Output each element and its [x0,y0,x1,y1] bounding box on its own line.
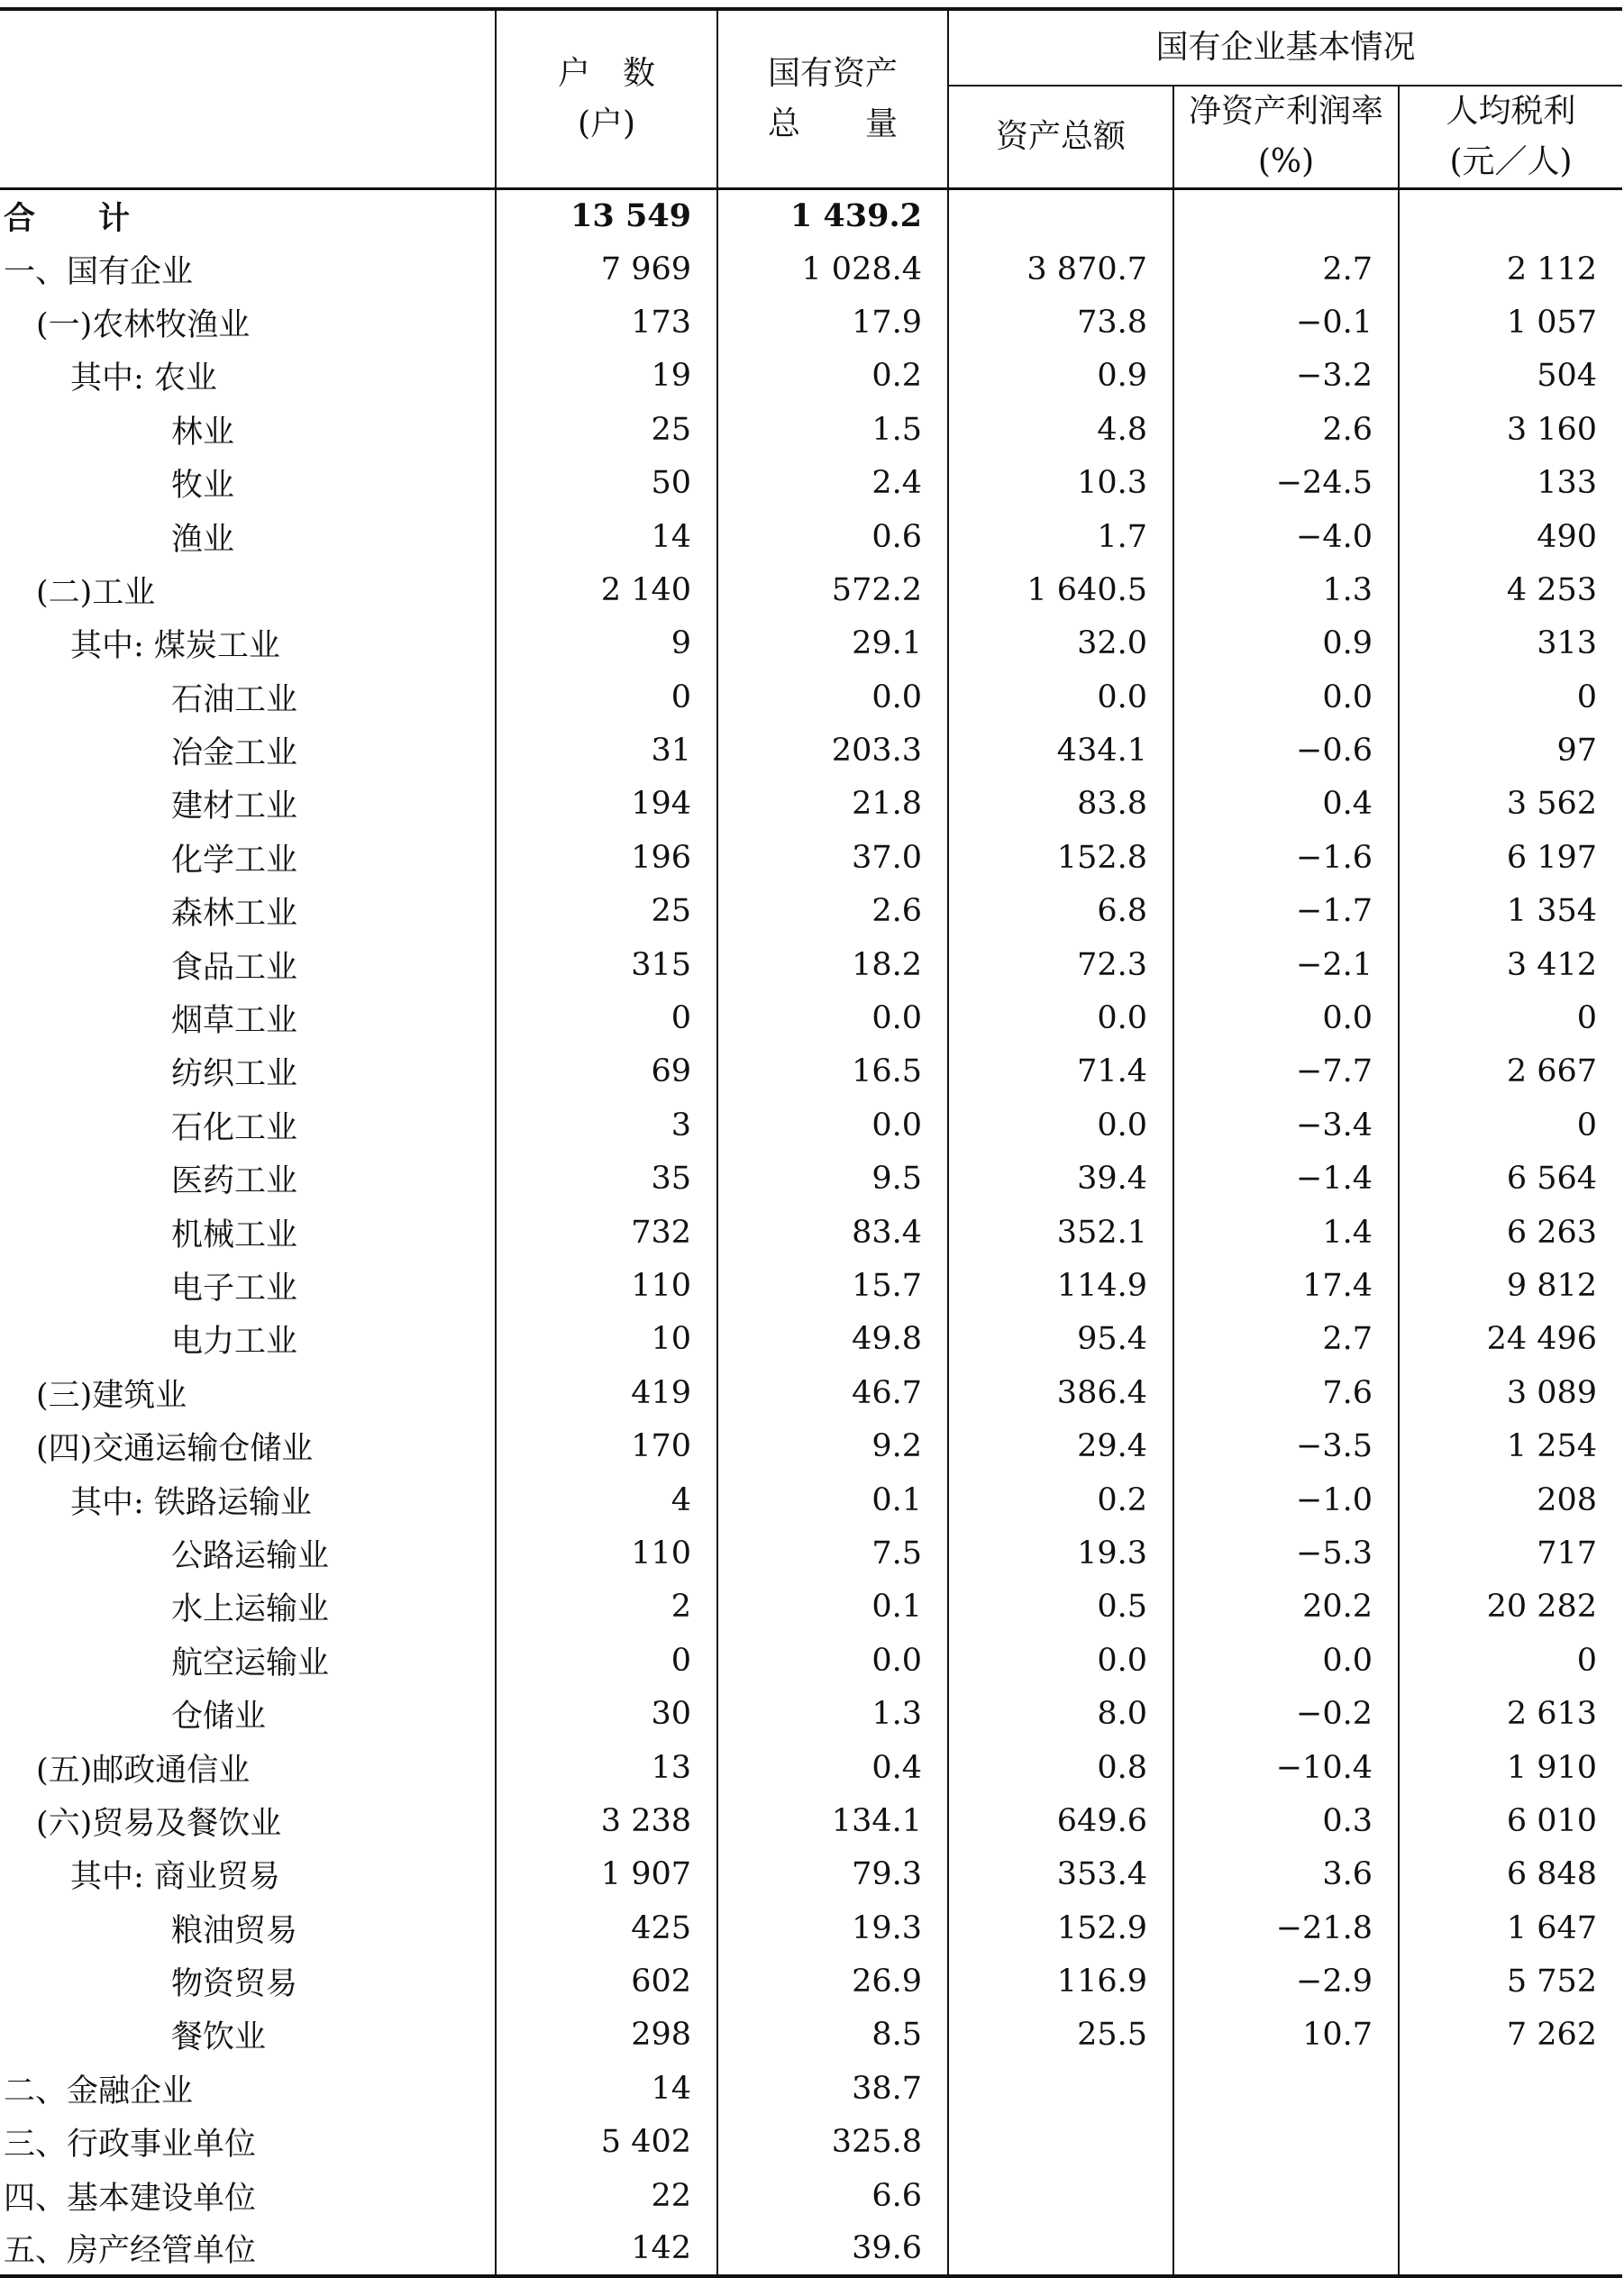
header-group-soe: 国有企业基本情况 [948,9,1622,86]
total-assets-cell: 649.6 [948,1794,1173,1847]
state-assets-cell: 26.9 [717,1955,948,2008]
tax-per-capita-cell: 9 812 [1399,1259,1622,1312]
row-label: 冶金工业 [171,735,298,772]
tax-per-capita-cell [1399,2062,1622,2115]
state-assets-cell: 39.6 [717,2222,948,2275]
total-assets-cell: 116.9 [948,1955,1173,2008]
table-row [0,2116,1622,2169]
roe-cell: −5.3 [1173,1526,1399,1580]
state-assets-cell: 18.2 [717,938,948,991]
tax-per-capita-cell: 0 [1399,991,1622,1044]
table-row [0,1581,1622,1634]
roe-cell [1173,2062,1399,2115]
total-assets-cell: 152.9 [948,1901,1173,1955]
households-cell: 69 [496,1045,717,1098]
state-assets-cell: 38.7 [717,2062,948,2115]
total-assets-cell [948,2116,1173,2169]
row-label: 二、金融企业 [4,2073,194,2109]
tax-per-capita-cell: 2 667 [1399,1045,1622,1098]
total-assets-cell: 386.4 [948,1366,1173,1419]
state-assets-cell: 0.0 [717,1634,948,1687]
total-assets-cell: 32.0 [948,617,1173,670]
table-row [0,778,1622,831]
roe-cell: 20.2 [1173,1581,1399,1634]
households-cell: 298 [496,2009,717,2062]
state-assets-cell: 0.1 [717,1473,948,1526]
total-assets-cell: 71.4 [948,1045,1173,1098]
households-cell: 4 [496,1473,717,1526]
roe-cell: −1.6 [1173,831,1399,884]
state-assets-cell: 572.2 [717,563,948,616]
table-row [0,1794,1622,1847]
state-assets-cell: 8.5 [717,2009,948,2062]
header-tax-title: 人均税利 [1446,93,1576,130]
households-cell: 170 [496,1419,717,1472]
roe-cell: −0.6 [1173,724,1399,777]
state-assets-cell: 9.5 [717,1153,948,1206]
row-label: 水上运输业 [171,1591,330,1628]
table-row [0,1313,1622,1366]
row-label: 建材工业 [171,788,298,825]
table-header [0,9,1622,189]
total-assets-cell: 6.8 [948,885,1173,938]
households-cell: 2 140 [496,563,717,616]
households-cell: 3 238 [496,1794,717,1847]
households-cell: 173 [496,296,717,349]
tax-per-capita-cell: 6 197 [1399,831,1622,884]
tax-per-capita-cell: 0 [1399,1098,1622,1152]
households-cell: 142 [496,2222,717,2275]
state-assets-cell: 19.3 [717,1901,948,1955]
row-label: (二)工业 [36,574,156,611]
state-assets-cell: 7.5 [717,1526,948,1580]
households-cell: 14 [496,2062,717,2115]
row-label: 机械工业 [171,1216,298,1253]
roe-cell: −7.7 [1173,1045,1399,1098]
state-assets-cell: 0.0 [717,991,948,1044]
tax-per-capita-cell: 2 112 [1399,242,1622,296]
total-assets-cell: 353.4 [948,1848,1173,1901]
state-assets-cell: 46.7 [717,1366,948,1419]
row-label: 其中: 商业贸易 [70,1859,280,1896]
table-row [0,1901,1622,1955]
row-label: 森林工业 [171,896,298,933]
tax-per-capita-cell: 133 [1399,456,1622,509]
roe-cell: 2.6 [1173,403,1399,456]
table-row [0,242,1622,296]
tax-per-capita-cell: 0 [1399,670,1622,724]
households-cell: 13 549 [496,189,717,242]
table-row [0,1419,1622,1472]
row-label: 烟草工业 [171,1003,298,1040]
tax-per-capita-cell [1399,2116,1622,2169]
total-assets-cell: 0.2 [948,1473,1173,1526]
row-label: 石化工业 [171,1109,298,1146]
row-label: 四、基本建设单位 [4,2180,257,2217]
table-row [0,1366,1622,1419]
households-cell: 25 [496,403,717,456]
state-assets-cell: 0.2 [717,350,948,403]
tax-per-capita-cell: 7 262 [1399,2009,1622,2062]
tax-per-capita-cell: 20 282 [1399,1581,1622,1634]
roe-cell: −2.1 [1173,938,1399,991]
total-assets-cell: 10.3 [948,456,1173,509]
total-assets-cell: 73.8 [948,296,1173,349]
total-assets-cell [948,2169,1173,2222]
row-label: 公路运输业 [171,1537,330,1574]
state-assets-cell: 49.8 [717,1313,948,1366]
state-assets-cell: 134.1 [717,1794,948,1847]
row-label: 三、行政事业单位 [4,2127,257,2164]
row-label: 渔业 [171,521,235,558]
table-row [0,563,1622,616]
state-assets-cell: 17.9 [717,296,948,349]
table-row [0,670,1622,724]
row-label: 其中: 铁路运输业 [70,1484,312,1521]
table-body [0,189,1622,2276]
table-row [0,1045,1622,1098]
tax-per-capita-cell: 0 [1399,1634,1622,1687]
tax-per-capita-cell: 3 160 [1399,403,1622,456]
total-assets-cell: 0.9 [948,350,1173,403]
state-assets-cell: 1 028.4 [717,242,948,296]
roe-cell: 0.3 [1173,1794,1399,1847]
households-cell: 425 [496,1901,717,1955]
total-assets-cell: 0.0 [948,670,1173,724]
tax-per-capita-cell: 1 057 [1399,296,1622,349]
row-label: 化学工业 [171,842,298,879]
total-assets-cell: 4.8 [948,403,1173,456]
tax-per-capita-cell: 5 752 [1399,1955,1622,2008]
roe-cell [1173,2222,1399,2275]
total-assets-cell: 83.8 [948,778,1173,831]
roe-cell: −0.1 [1173,296,1399,349]
header-roe-unit: (%) [1257,143,1315,180]
roe-cell: −1.4 [1173,1153,1399,1206]
row-label: (五)邮政通信业 [36,1752,251,1789]
state-assets-cell: 0.1 [717,1581,948,1634]
row-label: 餐饮业 [171,2019,267,2056]
header-households-title: 户 数 [557,55,655,92]
table-row [0,296,1622,349]
table-row [0,1153,1622,1206]
state-assets-cell: 325.8 [717,2116,948,2169]
roe-cell: 1.4 [1173,1206,1399,1259]
row-label: 仓储业 [171,1699,267,1736]
table-row [0,350,1622,403]
roe-cell: 0.0 [1173,1634,1399,1687]
households-cell: 0 [496,1634,717,1687]
header-state-assets-line2: 总 量 [767,105,898,142]
total-assets-cell: 8.0 [948,1687,1173,1740]
table-row [0,2222,1622,2275]
row-label: (四)交通运输仓储业 [36,1431,314,1468]
table-row [0,2169,1622,2222]
table-row [0,456,1622,509]
total-assets-cell: 72.3 [948,938,1173,991]
tax-per-capita-cell: 1 910 [1399,1741,1622,1794]
roe-cell: 7.6 [1173,1366,1399,1419]
households-cell: 13 [496,1741,717,1794]
households-cell: 315 [496,938,717,991]
tax-per-capita-cell: 6 010 [1399,1794,1622,1847]
roe-cell: 2.7 [1173,242,1399,296]
state-assets-cell: 6.6 [717,2169,948,2222]
households-cell: 14 [496,510,717,563]
households-cell: 7 969 [496,242,717,296]
roe-cell: −21.8 [1173,1901,1399,1955]
roe-cell [1173,2169,1399,2222]
total-assets-cell: 25.5 [948,2009,1173,2062]
row-label: 其中: 煤炭工业 [70,628,280,665]
header-tax-unit: (元／人) [1449,143,1573,180]
total-assets-cell: 352.1 [948,1206,1173,1259]
tax-per-capita-cell: 4 253 [1399,563,1622,616]
total-assets-cell: 0.0 [948,991,1173,1044]
header-households-unit: (户) [577,105,636,142]
tax-per-capita-cell: 97 [1399,724,1622,777]
tax-per-capita-cell: 3 562 [1399,778,1622,831]
roe-cell: 3.6 [1173,1848,1399,1901]
households-cell: 419 [496,1366,717,1419]
total-assets-cell: 3 870.7 [948,242,1173,296]
table-row [0,1526,1622,1580]
table-row [0,1741,1622,1794]
households-cell: 602 [496,1955,717,2008]
roe-cell: −10.4 [1173,1741,1399,1794]
row-label: 林业 [171,414,235,451]
row-label: 牧业 [171,468,235,505]
row-label: (三)建筑业 [36,1377,187,1414]
tax-per-capita-cell: 6 848 [1399,1848,1622,1901]
state-assets-cell: 29.1 [717,617,948,670]
total-assets-cell: 0.0 [948,1098,1173,1152]
households-cell: 1 907 [496,1848,717,1901]
total-assets-cell [948,2222,1173,2275]
households-cell: 2 [496,1581,717,1634]
row-label: 粮油贸易 [171,1912,298,1949]
table-row [0,403,1622,456]
header-households [496,9,717,189]
table-row [0,1473,1622,1526]
households-cell: 110 [496,1259,717,1312]
tax-per-capita-cell [1399,2222,1622,2275]
total-row [0,189,1622,242]
households-cell: 50 [496,456,717,509]
state-assets-cell: 1 439.2 [717,189,948,242]
state-assets-cell: 83.4 [717,1206,948,1259]
roe-cell: −3.4 [1173,1098,1399,1152]
households-cell: 35 [496,1153,717,1206]
total-assets-cell: 434.1 [948,724,1173,777]
households-cell: 5 402 [496,2116,717,2169]
roe-cell: 17.4 [1173,1259,1399,1312]
roe-cell: 0.4 [1173,778,1399,831]
state-assets-cell: 79.3 [717,1848,948,1901]
header-roe [1173,86,1399,189]
header-state-assets-line1: 国有资产 [767,55,898,92]
table-row [0,1259,1622,1312]
state-assets-cell: 0.6 [717,510,948,563]
total-assets-cell: 152.8 [948,831,1173,884]
households-cell: 10 [496,1313,717,1366]
roe-cell: −4.0 [1173,510,1399,563]
tax-per-capita-cell: 1 647 [1399,1901,1622,1955]
header-state-assets [717,9,948,189]
households-cell: 9 [496,617,717,670]
total-assets-cell: 29.4 [948,1419,1173,1472]
total-assets-cell: 19.3 [948,1526,1173,1580]
row-label: 航空运输业 [171,1645,330,1681]
table-row [0,2062,1622,2115]
table-row [0,1687,1622,1740]
header-blank [0,9,496,189]
households-cell: 196 [496,831,717,884]
state-assets-cell: 1.3 [717,1687,948,1740]
roe-cell: 0.9 [1173,617,1399,670]
households-cell: 3 [496,1098,717,1152]
table-row [0,510,1622,563]
header-roe-title: 净资产利润率 [1188,93,1383,130]
table-row [0,885,1622,938]
tax-per-capita-cell: 1 254 [1399,1419,1622,1472]
tax-per-capita-cell: 313 [1399,617,1622,670]
roe-cell: 0.0 [1173,991,1399,1044]
tax-per-capita-cell: 717 [1399,1526,1622,1580]
households-cell: 732 [496,1206,717,1259]
row-label: 一、国有企业 [4,253,194,290]
total-assets-cell: 95.4 [948,1313,1173,1366]
tax-per-capita-cell: 3 412 [1399,938,1622,991]
tax-per-capita-cell: 504 [1399,350,1622,403]
households-cell: 31 [496,724,717,777]
tax-per-capita-cell: 2 613 [1399,1687,1622,1740]
tax-per-capita-cell [1399,2169,1622,2222]
header-tax-per-capita [1399,86,1622,189]
row-label: 物资贸易 [171,1966,298,2003]
table-row [0,938,1622,991]
roe-cell: −2.9 [1173,1955,1399,2008]
table-row [0,1634,1622,1687]
total-assets-cell: 0.0 [948,1634,1173,1687]
households-cell: 110 [496,1526,717,1580]
table-row [0,1098,1622,1152]
row-label: 纺织工业 [171,1056,298,1093]
table-row [0,2009,1622,2062]
table-row [0,1955,1622,2008]
roe-cell [1173,189,1399,242]
tax-per-capita-cell [1399,189,1622,242]
row-label: 合 计 [4,199,131,237]
total-assets-cell: 1.7 [948,510,1173,563]
households-cell: 30 [496,1687,717,1740]
roe-cell: −1.7 [1173,885,1399,938]
roe-cell: 2.7 [1173,1313,1399,1366]
roe-cell: −3.2 [1173,350,1399,403]
state-assets-cell: 2.6 [717,885,948,938]
roe-cell: −3.5 [1173,1419,1399,1472]
row-label: 电力工业 [171,1324,298,1361]
statistics-table [0,7,1622,2278]
table-row [0,991,1622,1044]
state-assets-cell: 0.0 [717,670,948,724]
total-assets-cell: 1 640.5 [948,563,1173,616]
total-assets-cell: 0.8 [948,1741,1173,1794]
row-label: 医药工业 [171,1163,298,1200]
households-cell: 0 [496,670,717,724]
table-row [0,1848,1622,1901]
table-row [0,724,1622,777]
row-label: 电子工业 [171,1271,298,1307]
tax-per-capita-cell: 490 [1399,510,1622,563]
state-assets-cell: 203.3 [717,724,948,777]
tax-per-capita-cell: 208 [1399,1473,1622,1526]
state-assets-cell: 0.4 [717,1741,948,1794]
state-assets-cell: 0.0 [717,1098,948,1152]
row-label: (一)农林牧渔业 [36,306,251,343]
state-assets-cell: 21.8 [717,778,948,831]
roe-cell: −0.2 [1173,1687,1399,1740]
roe-cell: 10.7 [1173,2009,1399,2062]
households-cell: 22 [496,2169,717,2222]
state-assets-cell: 37.0 [717,831,948,884]
households-cell: 19 [496,350,717,403]
total-assets-cell [948,189,1173,242]
households-cell: 0 [496,991,717,1044]
households-cell: 194 [496,778,717,831]
state-assets-cell: 9.2 [717,1419,948,1472]
roe-cell: 0.0 [1173,670,1399,724]
state-assets-cell: 1.5 [717,403,948,456]
tax-per-capita-cell: 6 263 [1399,1206,1622,1259]
state-assets-cell: 16.5 [717,1045,948,1098]
roe-cell: 1.3 [1173,563,1399,616]
households-cell: 25 [496,885,717,938]
row-label: (六)贸易及餐饮业 [36,1805,282,1842]
roe-cell [1173,2116,1399,2169]
row-label: 五、房产经管单位 [0,2222,496,2275]
row-label: 其中: 农业 [70,360,217,397]
total-assets-cell: 114.9 [948,1259,1173,1312]
tax-per-capita-cell: 1 354 [1399,885,1622,938]
roe-cell: −1.0 [1173,1473,1399,1526]
header-total-assets: 资产总额 [948,86,1173,189]
total-assets-cell [948,2062,1173,2115]
total-assets-cell: 0.5 [948,1581,1173,1634]
state-assets-cell: 2.4 [717,456,948,509]
tax-per-capita-cell: 3 089 [1399,1366,1622,1419]
tax-per-capita-cell: 24 496 [1399,1313,1622,1366]
table-row [0,617,1622,670]
table-row [0,1206,1622,1259]
tax-per-capita-cell: 6 564 [1399,1153,1622,1206]
state-assets-cell: 15.7 [717,1259,948,1312]
total-assets-cell: 39.4 [948,1153,1173,1206]
table-row [0,831,1622,884]
row-label: 食品工业 [171,949,298,986]
row-label: 石油工业 [171,681,298,718]
roe-cell: −24.5 [1173,456,1399,509]
